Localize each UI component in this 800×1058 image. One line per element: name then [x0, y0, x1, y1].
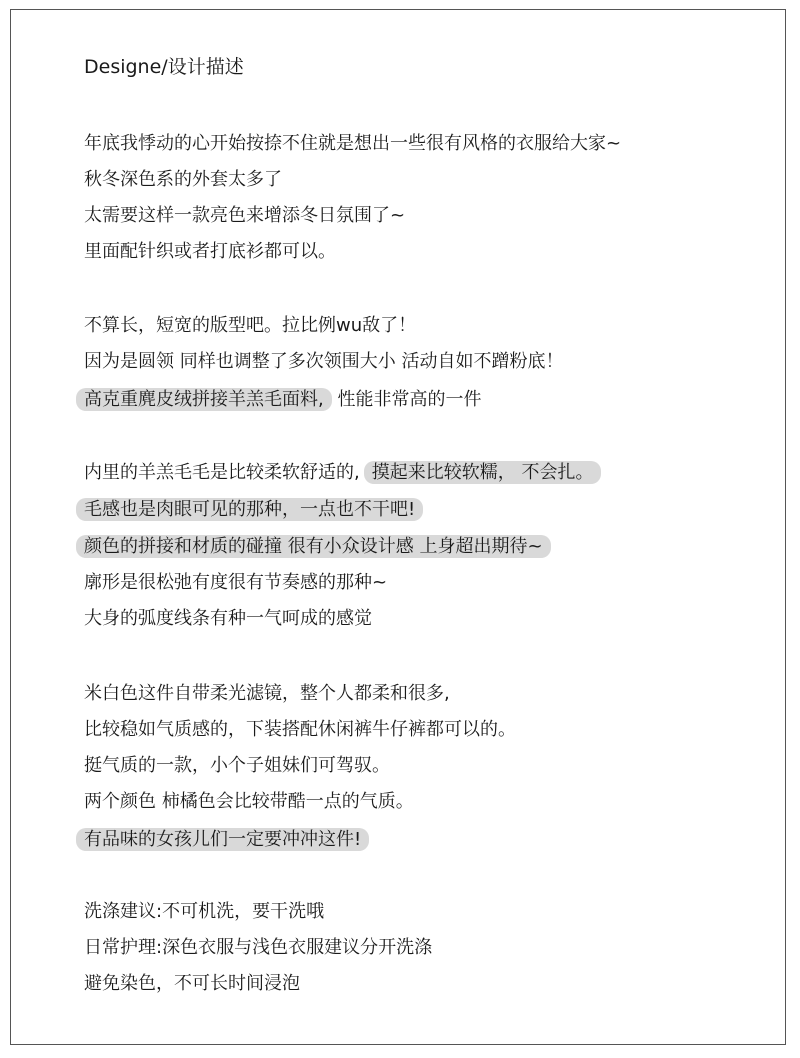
- p3-line-2-highlight: 毛感也是肉眼可见的那种，一点也不干吧!: [76, 498, 423, 521]
- section-title: Designe/设计描述: [84, 56, 244, 78]
- p2-line-3: [84, 388, 481, 412]
- p5-line-1: 洗涤建议:不可机洗，要干洗哦: [84, 901, 325, 922]
- p3-line-5: 大身的弧度线条有种一气呵成的感觉: [84, 608, 372, 629]
- p1-line-4: 里面配针织或者打底衫都可以。: [84, 241, 336, 262]
- p2-line-3-rest: 性能非常高的一件: [331, 389, 482, 410]
- p4-line-3: 挺气质的一款，小个子姐妹们可驾驭。: [84, 755, 390, 776]
- p3-line-1-highlight: 摸起来比较软糯， 不会扎。: [364, 461, 602, 484]
- p3-line-4: 廓形是很松弛有度很有节奏感的那种~: [84, 572, 388, 593]
- p1-line-3: 太需要这样一款亮色来增添冬日氛围了~: [84, 205, 406, 226]
- page-frame: [10, 9, 786, 1045]
- p4-line-5: [84, 828, 369, 852]
- p3-line-2: [84, 498, 423, 522]
- p4-line-2: 比较稳如气质感的，下装搭配休闲裤牛仔裤都可以的。: [84, 719, 516, 740]
- p4-line-5-highlight: 有品味的女孩儿们一定要冲冲这件!: [76, 828, 369, 851]
- p2-line-1: 不算长，短宽的版型吧。拉比例wu敌了！: [84, 315, 417, 336]
- p3-line-1-text: 内里的羊羔毛毛是比较柔软舒适的,: [84, 462, 360, 483]
- p2-line-2: 因为是圆领 同样也调整了多次领围大小 活动自如不蹭粉底！: [84, 351, 564, 372]
- p3-line-3-highlight: 颜色的拼接和材质的碰撞 很有小众设计感 上身超出期待~: [76, 535, 551, 558]
- p1-line-2: 秋冬深色系的外套太多了: [84, 169, 282, 190]
- p4-line-1: 米白色这件自带柔光滤镜，整个人都柔和很多,: [84, 683, 450, 704]
- p1-line-1: 年底我悸动的心开始按捺不住就是想出一些很有风格的衣服给大家~: [84, 133, 622, 154]
- p3-line-3: [84, 535, 551, 559]
- p2-line-3-highlight: 高克重麂皮绒拼接羊羔毛面料,: [76, 388, 332, 411]
- p3-line-1: [84, 461, 601, 485]
- p5-line-2: 日常护理:深色衣服与浅色衣服建议分开洗涤: [84, 937, 433, 958]
- p5-line-3: 避免染色，不可长时间浸泡: [84, 973, 300, 994]
- p4-line-4: 两个颜色 柿橘色会比较带酷一点的气质。: [84, 791, 414, 812]
